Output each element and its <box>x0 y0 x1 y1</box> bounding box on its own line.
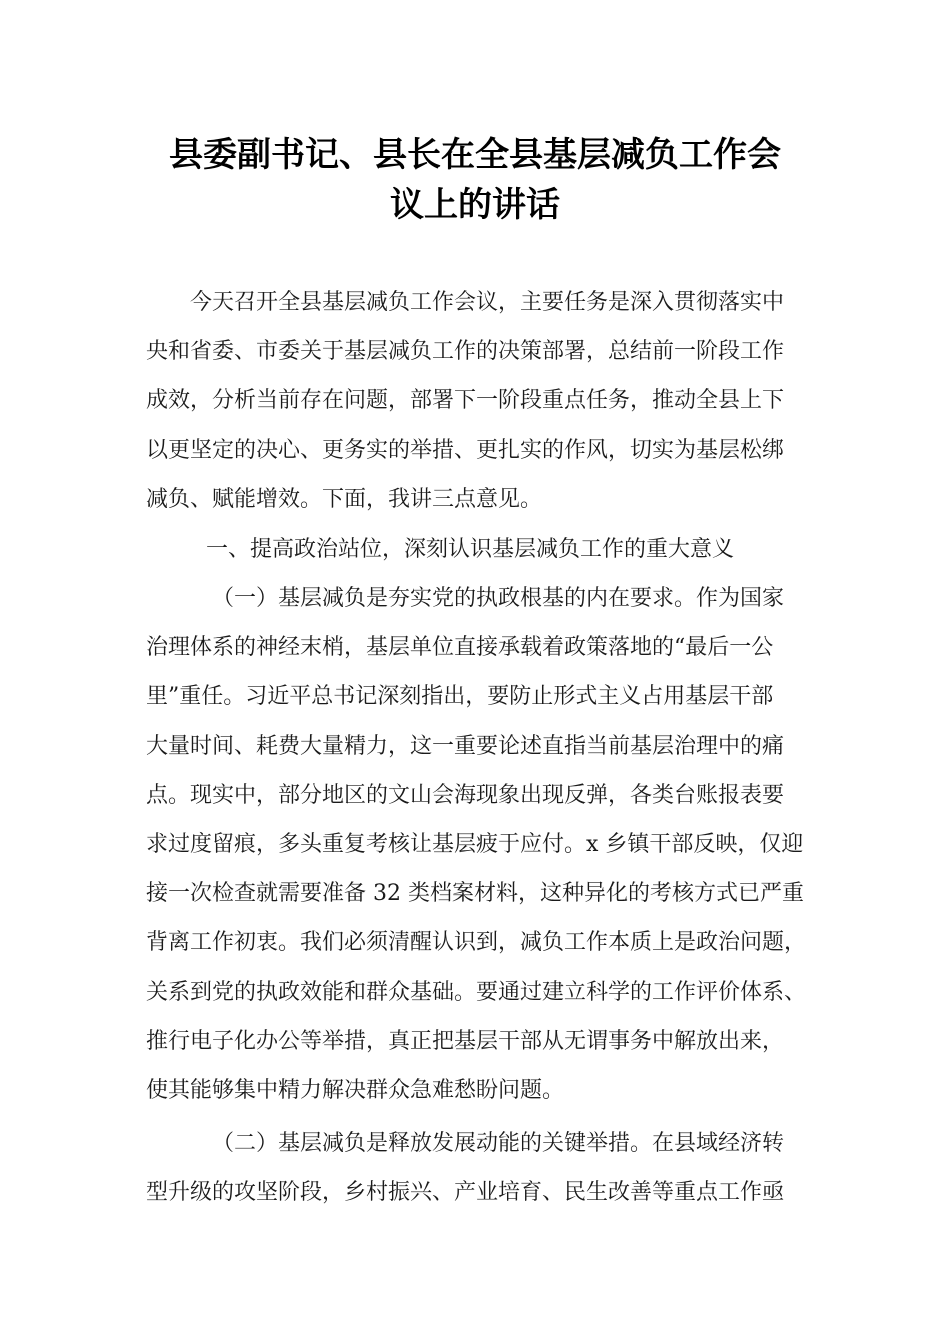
section-heading-text: 一、提高政治站位，深刻认识基层减负工作的重大意义 <box>206 537 735 562</box>
text-line: 今天召开全县基层减负工作会议，主要任务是深入贯彻落实中 <box>190 290 785 315</box>
text-line: 关系到党的执政效能和群众基础。要通过建立科学的工作评价体系、 <box>146 979 807 1005</box>
text-line: 接一次检查就需要准备 32 类档案材料，这种异化的考核方式已严重 <box>146 881 804 907</box>
text-line: 成效，分析当前存在问题，部署下一阶段重点任务，推动全县上下 <box>146 388 785 414</box>
text-line: 背离工作初衷。我们必须清醒认识到，减负工作本质上是政治问题， <box>146 930 807 956</box>
text-line: 点。现实中，部分地区的文山会海现象出现反弹，各类台账报表要 <box>146 782 785 808</box>
paragraph-subsection-1 <box>146 574 826 1115</box>
text-line: 治理体系的神经末梢，基层单位直接承载着政策落地的“最后一公 <box>146 635 774 661</box>
text-line: 求过度留痕，多头重复考核让基层疲于应付。x 乡镇干部反映，仅迎 <box>146 831 804 857</box>
document-title-line-1: 县委副书记、县长在全县基层减负工作会 <box>169 135 781 175</box>
paragraph-opening <box>146 278 826 524</box>
text-line: （二）基层减负是释放发展动能的关键举措。在县域经济转 <box>212 1131 785 1156</box>
text-line: 大量时间、耗费大量精力，这一重要论述直指当前基层治理中的痛 <box>146 733 785 759</box>
document-title-line-2: 议上的讲话 <box>390 185 560 225</box>
text-line: （一）基层减负是夯实党的执政根基的内在要求。作为国家 <box>212 586 785 611</box>
text-line: 里”重任。习近平总书记深刻指出，要防止形式主义占用基层干部 <box>146 684 774 710</box>
text-line: 以更坚定的决心、更务实的举措、更扎实的作风，切实为基层松绑 <box>146 437 785 463</box>
text-line: 央和省委、市委关于基层减负工作的决策部署，总结前一阶段工作 <box>146 339 785 365</box>
text-line: 使其能够集中精力解决群众急难愁盼问题。 <box>146 1077 565 1103</box>
section-heading-one <box>146 525 826 574</box>
text-line: 型升级的攻坚阶段，乡村振兴、产业培育、民生改善等重点工作亟 <box>146 1180 785 1206</box>
text-line: 减负、赋能增效。下面，我讲三点意见。 <box>146 486 543 512</box>
text-line: 推行电子化办公等举措，真正把基层干部从无谓事务中解放出来， <box>146 1028 785 1054</box>
paragraph-subsection-2 <box>146 1119 826 1217</box>
